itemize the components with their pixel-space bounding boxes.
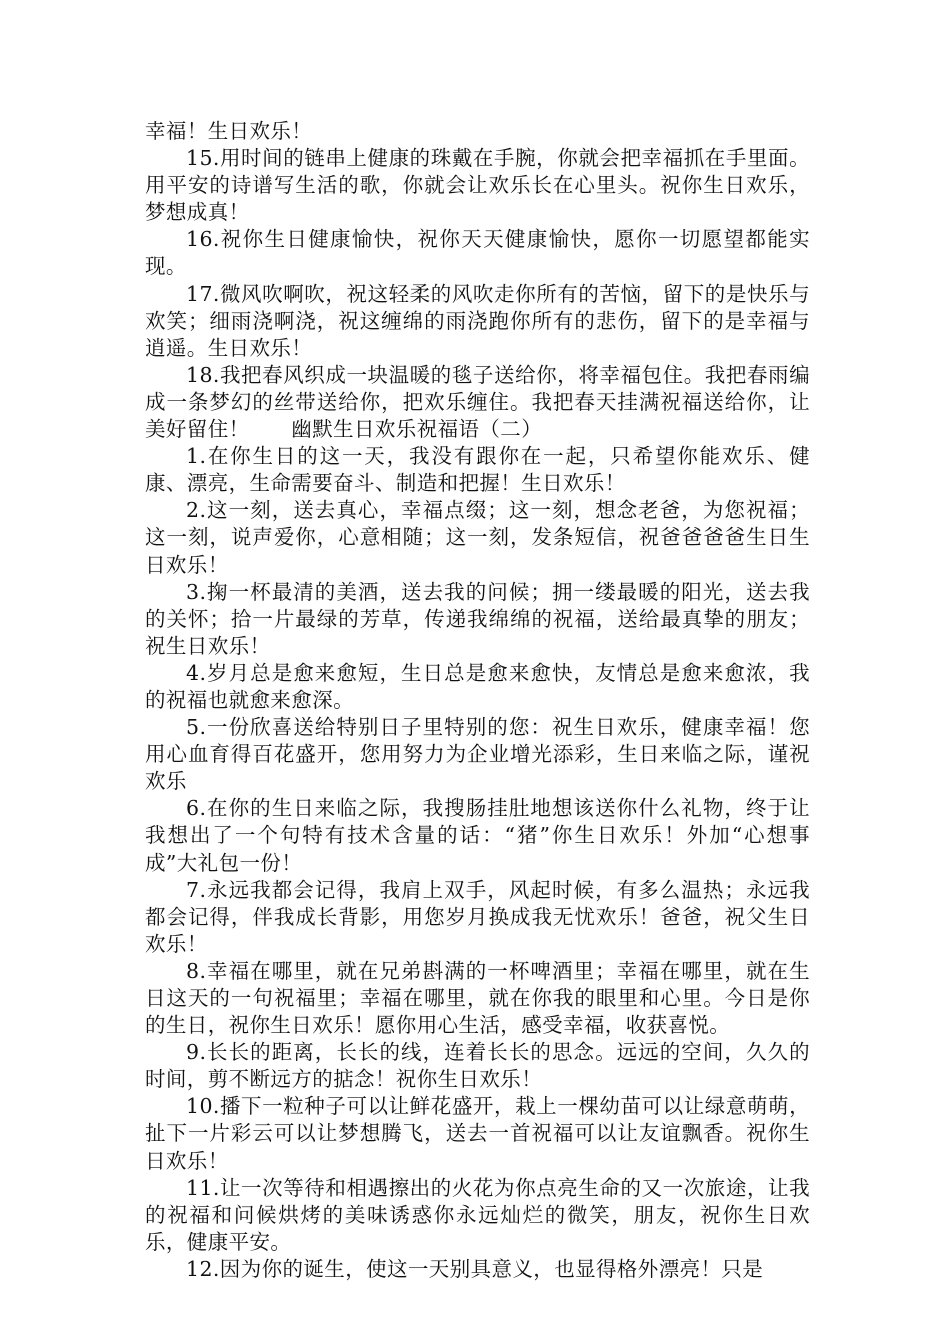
paragraph-8: 8.幸福在哪里，就在兄弟斟满的一杯啤酒里；幸福在哪里，就在生日这天的一句祝福里；幸福在哪里，就在你我的眼里和心里。今日是你的生日，祝你生日欢乐！愿你用心生活，感受幸福，收获喜悦。 — [145, 958, 810, 1038]
paragraph-6: 6.在你的生日来临之际，我搜肠挂肚地想该送你什么礼物，终于让我想出了一个句特有技术含量的话：“猪”你生日欢乐！外加“心想事成”大礼包一份！ — [145, 796, 810, 875]
paragraph-7: 7.永远我都会记得，我肩上双手，风起时候，有多么温热；永远我都会记得，伴我成长背影，用您岁月换成我无忧欢乐！爸爸，祝父生日欢乐！ — [145, 877, 810, 956]
paragraph-9: 9.长长的距离，长长的线，连着长长的思念。远远的空间，久久的时间，剪不断远方的掂念！祝你生日欢乐！ — [145, 1040, 810, 1092]
paragraph-3: 3.掬一杯最清的美酒，送去我的问候；拥一缕最暖的阳光，送去我的关怀；拾一片最绿的芳草，传递我绵绵的祝福，送给最真挚的朋友；祝生日欢乐！ — [145, 579, 810, 658]
document-page — [145, 118, 810, 1283]
paragraph-1: 1.在你生日的这一天，我没有跟你在一起，只希望你能欢乐、健康、漂亮，生命需要奋斗、制造和把握！生日欢乐！ — [145, 444, 810, 496]
paragraph-16: 16.祝你生日健康愉快，祝你天天健康愉快，愿你一切愿望都能实现。 — [145, 227, 810, 279]
paragraph-18: 18.我把春风织成一块温暖的毯子送给你，将幸福包住。我把春雨编成一条梦幻的丝带送给你，把欢乐缠住。我把春天挂满祝福送给你，让美好留住！ 幽默生日欢乐祝福语（二） — [145, 362, 810, 442]
paragraph-2: 2.这一刻，送去真心，幸福点缀；这一刻，想念老爸，为您祝福；这一刻，说声爱你，心意相随；这一刻，发条短信，祝爸爸爸爸生日生日欢乐！ — [145, 498, 810, 577]
paragraph-10: 10.播下一粒种子可以让鲜花盛开，栽上一棵幼苗可以让绿意萌萌，扯下一片彩云可以让梦想腾飞，送去一首祝福可以让友谊飘香。祝你生日欢乐！ — [145, 1094, 810, 1173]
paragraph-17: 17.微风吹啊吹，祝这轻柔的风吹走你所有的苦恼，留下的是快乐与欢笑；细雨浇啊浇，祝这缠绵的雨浇跑你所有的悲伤，留下的是幸福与逍遥。生日欢乐！ — [145, 281, 810, 360]
paragraph-5: 5.一份欣喜送给特别日子里特别的您：祝生日欢乐，健康幸福！您用心血育得百花盛开，您用努力为企业增光添彩，生日来临之际，谨祝欢乐 — [145, 715, 810, 794]
paragraph-4: 4.岁月总是愈来愈短，生日总是愈来愈快，友情总是愈来愈浓，我的祝福也就愈来愈深。 — [145, 660, 810, 712]
paragraph-11: 11.让一次等待和相遇擦出的火花为你点亮生命的又一次旅途，让我的祝福和问候烘烤的美味诱惑你永远灿烂的微笑，朋友，祝你生日欢乐，健康平安。 — [145, 1175, 810, 1254]
paragraph-continuation: 幸福！生日欢乐！ — [145, 119, 313, 143]
paragraph-15: 15.用时间的链串上健康的珠戴在手腕，你就会把幸福抓在手里面。用平安的诗谱写生活的歌，你就会让欢乐长在心里头。祝你生日欢乐，梦想成真！ — [145, 146, 810, 225]
paragraph-12: 12.因为你的诞生，使这一天别具意义，也显得格外漂亮！只是 — [186, 1256, 764, 1281]
